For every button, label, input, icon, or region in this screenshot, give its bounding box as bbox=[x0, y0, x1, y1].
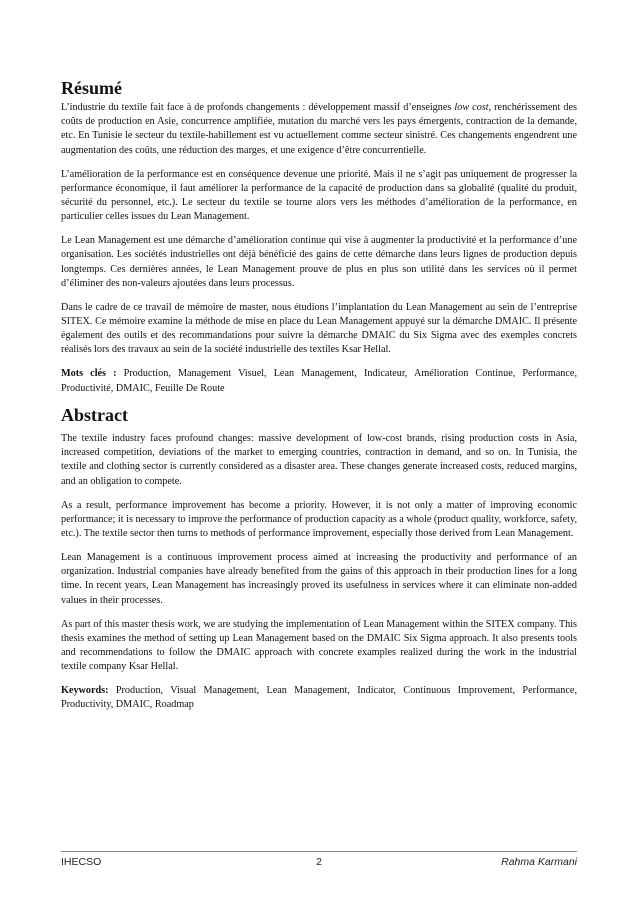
abstract-keywords-label: Keywords: bbox=[61, 685, 109, 697]
footer-divider bbox=[61, 851, 577, 852]
abstract-keywords-list: Production, Visual Management, Lean Management, Indicator, Continuous Improvement, Performance, Productivity, DMAIC, Roadmap bbox=[61, 685, 577, 711]
resume-p1-emphasis: low cost bbox=[454, 102, 489, 113]
abstract-paragraph-1: The textile industry faces profound changes: massive development of low-cost brands, rising production costs in Asia, increased competition, deviations of the market to emerging countries, contraction in demand, and so on. In Tunisia, the textile and clothing sector is currently considered as a disaster area. These changes generate increased costs, reduced margins, and an obligation to compete. bbox=[61, 433, 577, 487]
abstract-heading: Abstract bbox=[61, 405, 128, 425]
abstract-paragraph-3: Lean Management is a continuous improvement process aimed at increasing the productivity and performance of an organization. Industrial companies have already benefited from the gains of this approach in their production lines for a long time. In recent years, Lean Management has increasingly proved its usefulness in services where it can eliminate non-added values in their processes. bbox=[61, 552, 577, 606]
resume-keywords bbox=[61, 367, 577, 395]
abstract-section bbox=[61, 432, 577, 713]
abstract-keywords bbox=[61, 684, 577, 712]
resume-keywords-list: Production, Management Visuel, Lean Management, Indicateur, Amélioration Continue, Performance, Productivité, DMAIC, Feuille De Route bbox=[61, 368, 577, 394]
resume-paragraph-2: L’amélioration de la performance est en conséquence devenue une priorité. Mais il ne s’agit pas uniquement de progresser la performance économique, il faut améliorer la performance de la capacité de production dans sa globalité (qualité du produit, sécurité du personnel, etc.). Le secteur du textile se tourne alors vers les méthodes d’amélioration de la performance, en particulier celles issues du Lean Management. bbox=[61, 168, 577, 223]
resume-paragraph-3: Le Lean Management est une démarche d’amélioration continue qui vise à augmenter la productivité et la performance d’une organisation. Les sociétés industrielles ont déjà bénéficié des gains de cette démarche dans leurs lignes de production depuis longtemps. Ces dernières années, le Lean Management prouve de plus en plus son utilité dans les services où il permet d’éliminer des non-valeurs ajoutées dans leurs processus. bbox=[61, 235, 577, 289]
abstract-paragraph-2: As a result, performance improvement has become a priority. However, it is not only a matter of improving economic performance; it is necessary to improve the performance of production capacity as a whole (product quality, workforce, safety, etc.). The textile sector then turns to methods of performance improvement, especially those derived from Lean Management. bbox=[61, 499, 577, 540]
resume-paragraph-1 bbox=[61, 101, 577, 158]
resume-keywords-label: Mots clés : bbox=[61, 368, 117, 380]
resume-section bbox=[61, 101, 577, 396]
resume-p1-start: L’industrie du textile fait face à de profonds changements : développement massif d’enseignes bbox=[61, 102, 455, 113]
page-footer bbox=[61, 856, 577, 872]
resume-paragraph-4: Dans le cadre de ce travail de mémoire de master, nous étudions l’implantation du Lean Management au sein de l’entreprise SITEX. Ce mémoire examine la méthode de mise en place du Lean Management appuyé sur la démarche DMAIC. Il présente également des outils et des recommandations pour suivre la démarche DMAIC du Six Sigma avec des exemples concrets réalisés lors des travaux au sein de la société industrielle des textiles Ksar Hellal. bbox=[61, 301, 577, 356]
footer-institution: IHECSO bbox=[61, 856, 102, 868]
resume-heading: Résumé bbox=[61, 78, 122, 98]
resume-p1-end: , renchérissement des coûts de production en Asie, concurrence amplifiée, mutation du marché vers les pays émergents, contraction de la demande, etc. En Tunisie le secteur du textile-habillement est vu actuellement comme secteur sinistré. Ces changements engendrent une augmentation des coûts, une réduction des marges, et une exigence d’être concurrentielle. bbox=[61, 102, 577, 156]
abstract-paragraph-4: As part of this master thesis work, we are studying the implementation of Lean Management within the SITEX company. This thesis examines the method of setting up Lean Management based on the DMAIC Six Sigma approach. It also presents tools and recommendations to follow the DMAIC approach with concrete examples realized during the work in the industrial textile company Ksar Hellal. bbox=[61, 618, 577, 673]
footer-page-number: 2 bbox=[316, 856, 322, 868]
footer-author: Rahma Karmani bbox=[501, 856, 577, 868]
